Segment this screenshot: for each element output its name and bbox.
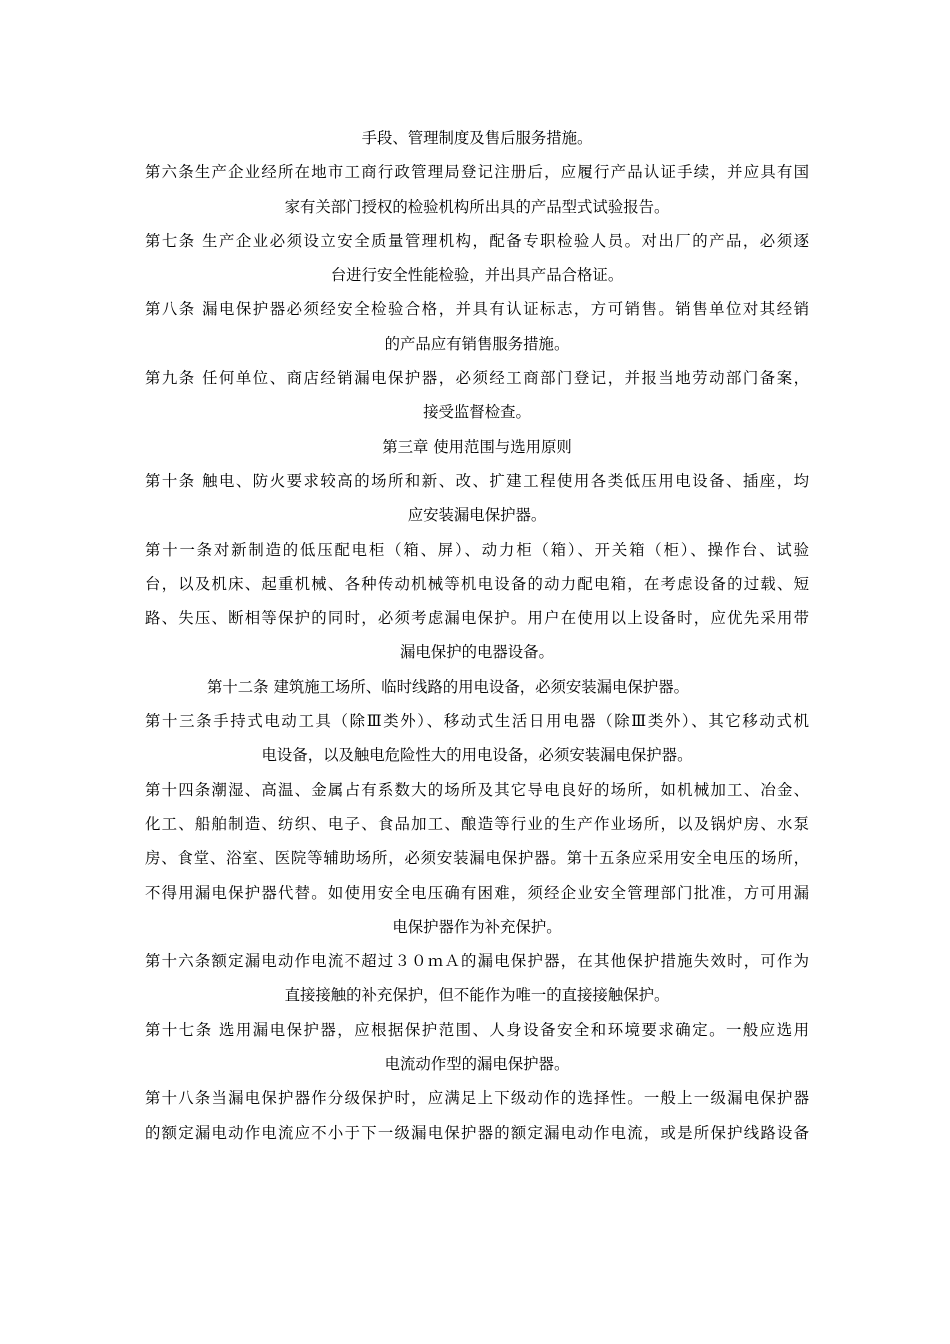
article-11-line-2: 台，以及机床、起重机械、各种传动机械等机电设备的动力配电箱，在考虑设备的过载、短 xyxy=(145,574,809,593)
article-11-line-1: 第十一条对新制造的低压配电柜（箱、屏）、动力柜（箱）、开关箱（柜）、操作台、试验 xyxy=(145,540,809,559)
article-18-line-2: 的额定漏电动作电流应不小于下一级漏电保护器的额定漏电动作电流，或是所保护线路设备 xyxy=(145,1123,809,1142)
article-16-line-1: 第十六条额定漏电动作电流不超过３０ｍＡ的漏电保护器，在其他保护措施失效时，可作为 xyxy=(145,952,809,971)
article-11-line-4: 漏电保护的电器设备。 xyxy=(400,643,554,662)
article-11-line-3: 路、失压、断相等保护的同时，必须考虑漏电保护。用户在使用以上设备时，应优先采用带 xyxy=(145,609,809,628)
article-15-line-2: 电保护器作为补充保护。 xyxy=(392,917,562,936)
article-8-line-1: 第八条 漏电保护器必须经安全检验合格，并具有认证标志，方可销售。销售单位对其经销 xyxy=(145,300,809,319)
article-13-line-2: 电设备，以及触电危险性大的用电设备，必须安装漏电保护器。 xyxy=(261,746,693,765)
article-14-line-3: 房、食堂、浴室、医院等辅助场所，必须安装漏电保护器。第十五条应采用安全电压的场所， xyxy=(145,849,809,868)
article-14-line-1: 第十四条潮湿、高温、金属占有系数大的场所及其它导电良好的场所，如机械加工、冶金、 xyxy=(145,780,809,799)
article-7-line-1: 第七条 生产企业必须设立安全质量管理机构，配备专职检验人员。对出厂的产品，必须逐 xyxy=(145,231,809,250)
article-17-line-1: 第十七条 选用漏电保护器，应根据保护范围、人身设备安全和环境要求确定。一般应选用 xyxy=(145,1020,809,1039)
article-18-line-1: 第十八条当漏电保护器作分级保护时，应满足上下级动作的选择性。一般上一级漏电保护器 xyxy=(145,1089,809,1108)
article-8-line-2: 的产品应有销售服务措施。 xyxy=(384,334,570,353)
article-9-line-1: 第九条 任何单位、商店经销漏电保护器，必须经工商部门登记，并报当地劳动部门备案， xyxy=(145,369,809,388)
document-body xyxy=(145,121,809,1150)
article-12-line-1: 第十二条 建筑施工场所、临时线路的用电设备，必须安装漏电保护器。 xyxy=(207,677,690,696)
chapter-heading: 第三章 使用范围与选用原则 xyxy=(382,437,572,456)
article-7-line-2: 台进行安全性能检验，并出具产品合格证。 xyxy=(330,266,624,285)
article-6-line-2: 家有关部门授权的检验机构所出具的产品型式试验报告。 xyxy=(284,197,670,216)
article-10-line-1: 第十条 触电、防火要求较高的场所和新、改、扩建工程使用各类低压用电设备、插座，均 xyxy=(145,471,809,490)
article-6-line-1: 第六条生产企业经所在地市工商行政管理局登记注册后，应履行产品认证手续，并应具有国 xyxy=(145,163,809,182)
article-16-line-2: 直接接触的补充保护，但不能作为唯一的直接接触保护。 xyxy=(284,986,670,1005)
article-14-line-2: 化工、船舶制造、纺织、电子、食品加工、酿造等行业的生产作业场所，以及锅炉房、水泵 xyxy=(145,814,809,833)
article-15-line-1: 不得用漏电保护器代替。如使用安全电压确有困难，须经企业安全管理部门批准，方可用漏 xyxy=(145,883,809,902)
article-9-line-2: 接受监督检查。 xyxy=(423,403,531,422)
article-10-line-2: 应安装漏电保护器。 xyxy=(407,506,547,525)
article-13-line-1: 第十三条手持式电动工具（除Ⅲ类外）、移动式生活日用电器（除Ⅲ类外）、其它移动式机 xyxy=(145,712,809,731)
text-line: 手段、管理制度及售后服务措施。 xyxy=(361,129,593,147)
article-17-line-2: 电流动作型的漏电保护器。 xyxy=(384,1055,570,1074)
